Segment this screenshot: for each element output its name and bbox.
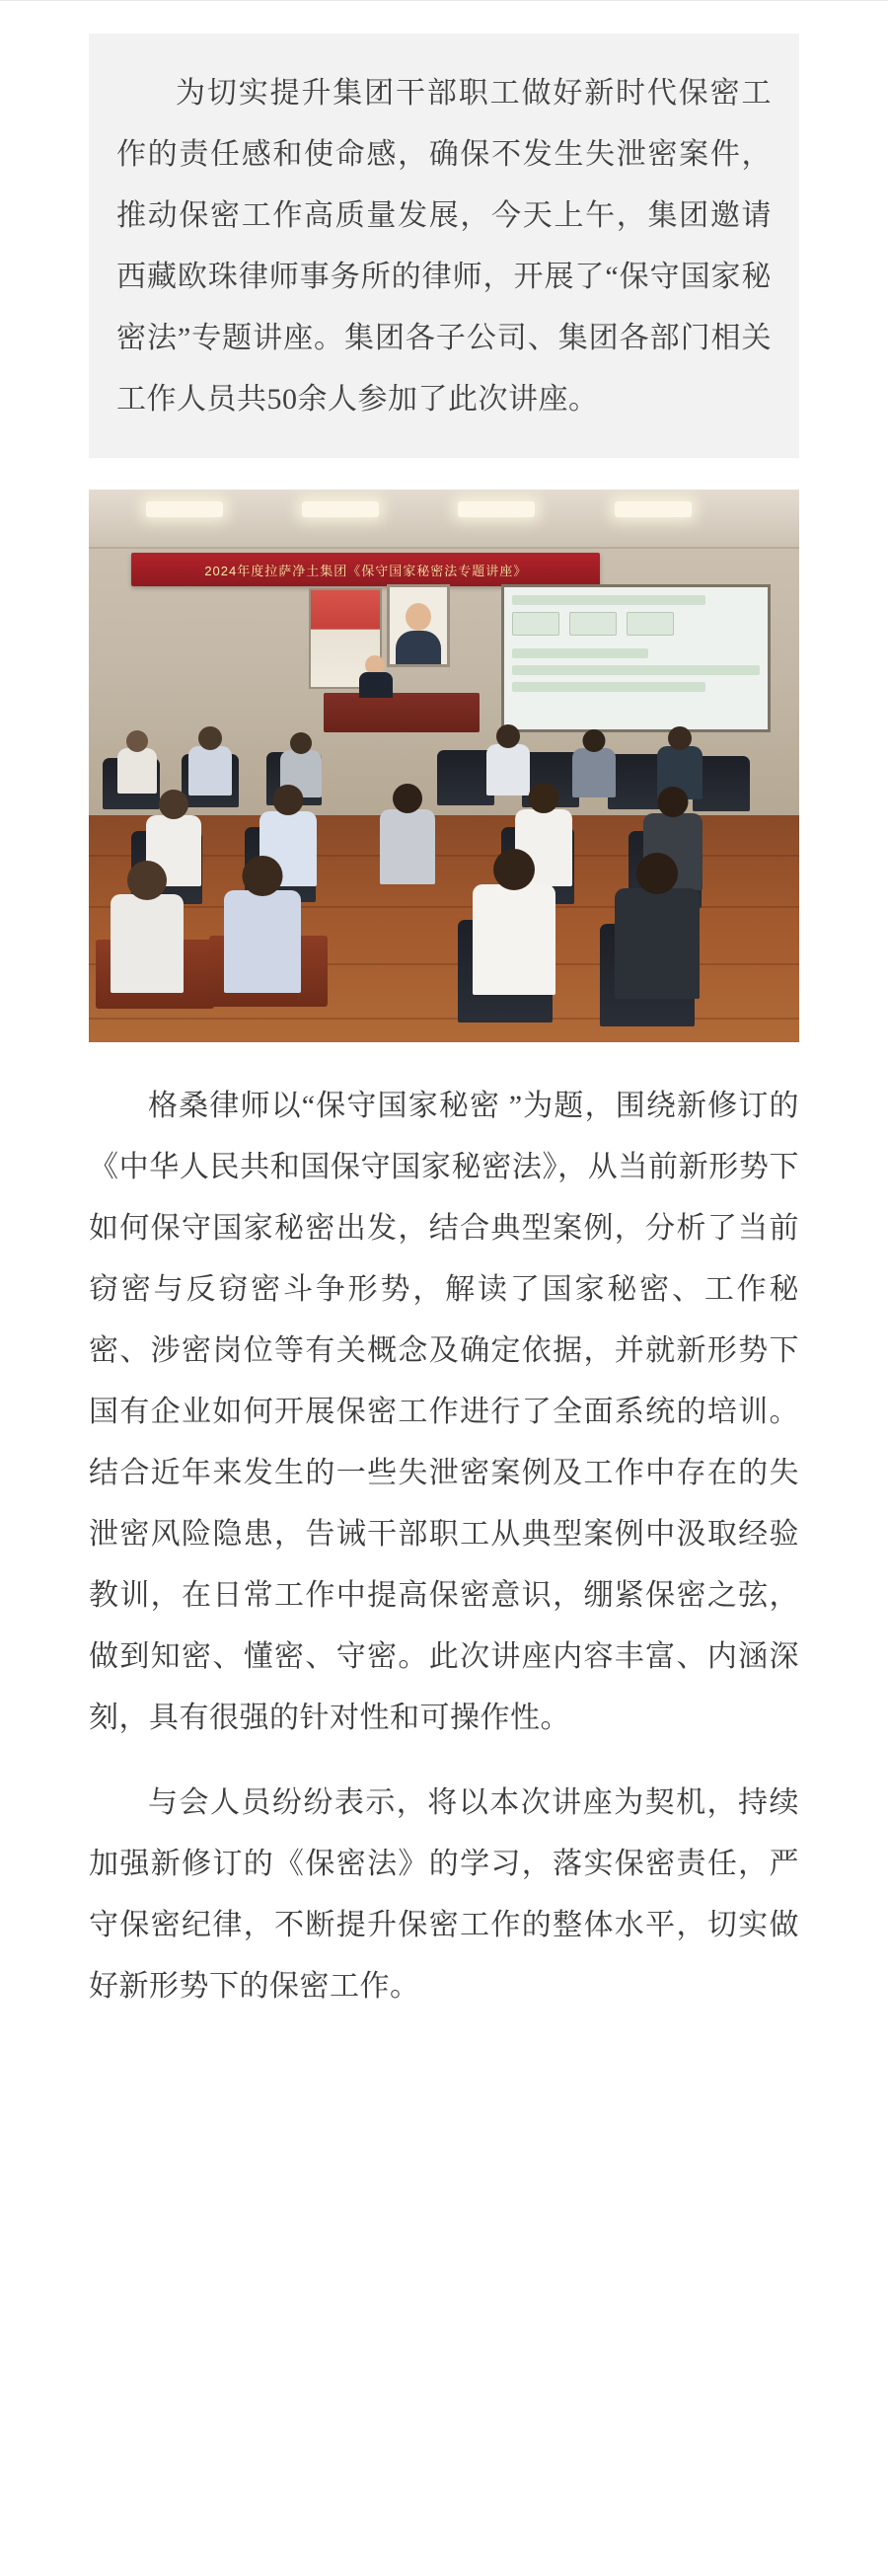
photo-ceiling: [89, 490, 799, 549]
attendee-head: [242, 856, 282, 896]
ceiling-light: [615, 501, 692, 517]
page-top-divider: [0, 0, 888, 14]
attendee-head: [582, 729, 605, 752]
chair: [608, 754, 665, 809]
slide-chip-row: [512, 612, 761, 641]
attendee-head: [290, 732, 312, 754]
portrait-head: [406, 603, 431, 631]
attendee-head: [393, 784, 422, 813]
portrait-body: [396, 631, 441, 664]
head-table: [324, 693, 480, 732]
body-paragraph-2: 与会人员纷纷表示，将以本次讲座为契机，持续加强新修订的《保密法》的学习，落实保密责任，严守保密纪律，不断提升保密工作的整体水平，切实做好新形势下的保密工作。: [89, 1786, 799, 2003]
attendee: [117, 748, 157, 794]
ceiling-light: [146, 501, 223, 517]
ceiling-light: [458, 501, 535, 517]
speaker-figure: [359, 655, 393, 697]
article-figure: [89, 490, 799, 1042]
attendee-head: [636, 853, 678, 894]
chair: [437, 750, 494, 805]
presentation-screen: [501, 584, 772, 732]
attendee-head: [126, 730, 148, 752]
slide-line: [512, 682, 705, 692]
attendee-head: [668, 726, 692, 750]
attendee-head: [127, 861, 167, 900]
attendee: [224, 890, 301, 993]
stage-banner-text: 2024年度拉萨净土集团《保守国家秘密法专题讲座》: [204, 563, 528, 578]
wall-portrait: [387, 584, 450, 667]
attendee-head: [159, 790, 188, 819]
slide-line: [512, 665, 761, 675]
conference-photo: [89, 490, 799, 1042]
attendee: [615, 888, 700, 999]
slide-chip: [569, 612, 617, 636]
audience-area: [89, 736, 799, 1042]
attendee: [572, 748, 616, 797]
attendee: [486, 744, 530, 796]
intro-highlight-box: [89, 34, 799, 458]
speaker-body: [359, 672, 393, 698]
attendee-head: [493, 849, 535, 890]
attendee: [188, 746, 232, 796]
attendee-head: [272, 785, 303, 815]
attendee-head: [657, 787, 688, 817]
attendee: [473, 884, 555, 995]
slide-line: [512, 648, 648, 658]
body-paragraph-1: 格桑律师以“保守国家秘密 ”为题，围绕新修订的《中华人民共和国保守国家秘密法》，从当前新形势下如何保守国家秘密出发，结合典型案例，分析了当前窃密与反窃密斗争形势，解读了国家秘密、工作秘密、涉密岗位等有关概念及确定依据，并就新形势下国有企业如何开展保密工作进行了全面系统的培训。结合近年来发生的一些失泄密案例及工作中存在的失泄密风险隐患，告诫干部职工从典型案例中汲取经验教训，在日常工作中提高保密意识，绷紧保密之弦，做到知密、懂密、守密。此次讲座内容丰富、内涵深刻，具有很强的针对性和可操作性。: [89, 1090, 799, 1734]
attendee: [111, 894, 184, 993]
slide-chip: [627, 612, 674, 636]
slide-chip: [512, 612, 559, 636]
attendee: [380, 809, 435, 884]
stage-banner: [131, 553, 600, 586]
attendee-head: [529, 783, 559, 813]
intro-paragraph: 为切实提升集团干部职工做好新时代保密工作的责任感和使命感，确保不发生失泄密案件，推动保密工作高质量发展，今天上午，集团邀请西藏欧珠律师事务所的律师，开展了“保守国家秘密法”专题讲座。集团各子公司、集团各部门相关工作人员共50余人参加了此次讲座。: [116, 77, 772, 416]
ceiling-light: [302, 501, 379, 517]
slide-line: [512, 595, 705, 605]
article-content: [44, 14, 844, 2057]
attendee-head: [496, 724, 520, 748]
attendee-head: [198, 726, 222, 750]
